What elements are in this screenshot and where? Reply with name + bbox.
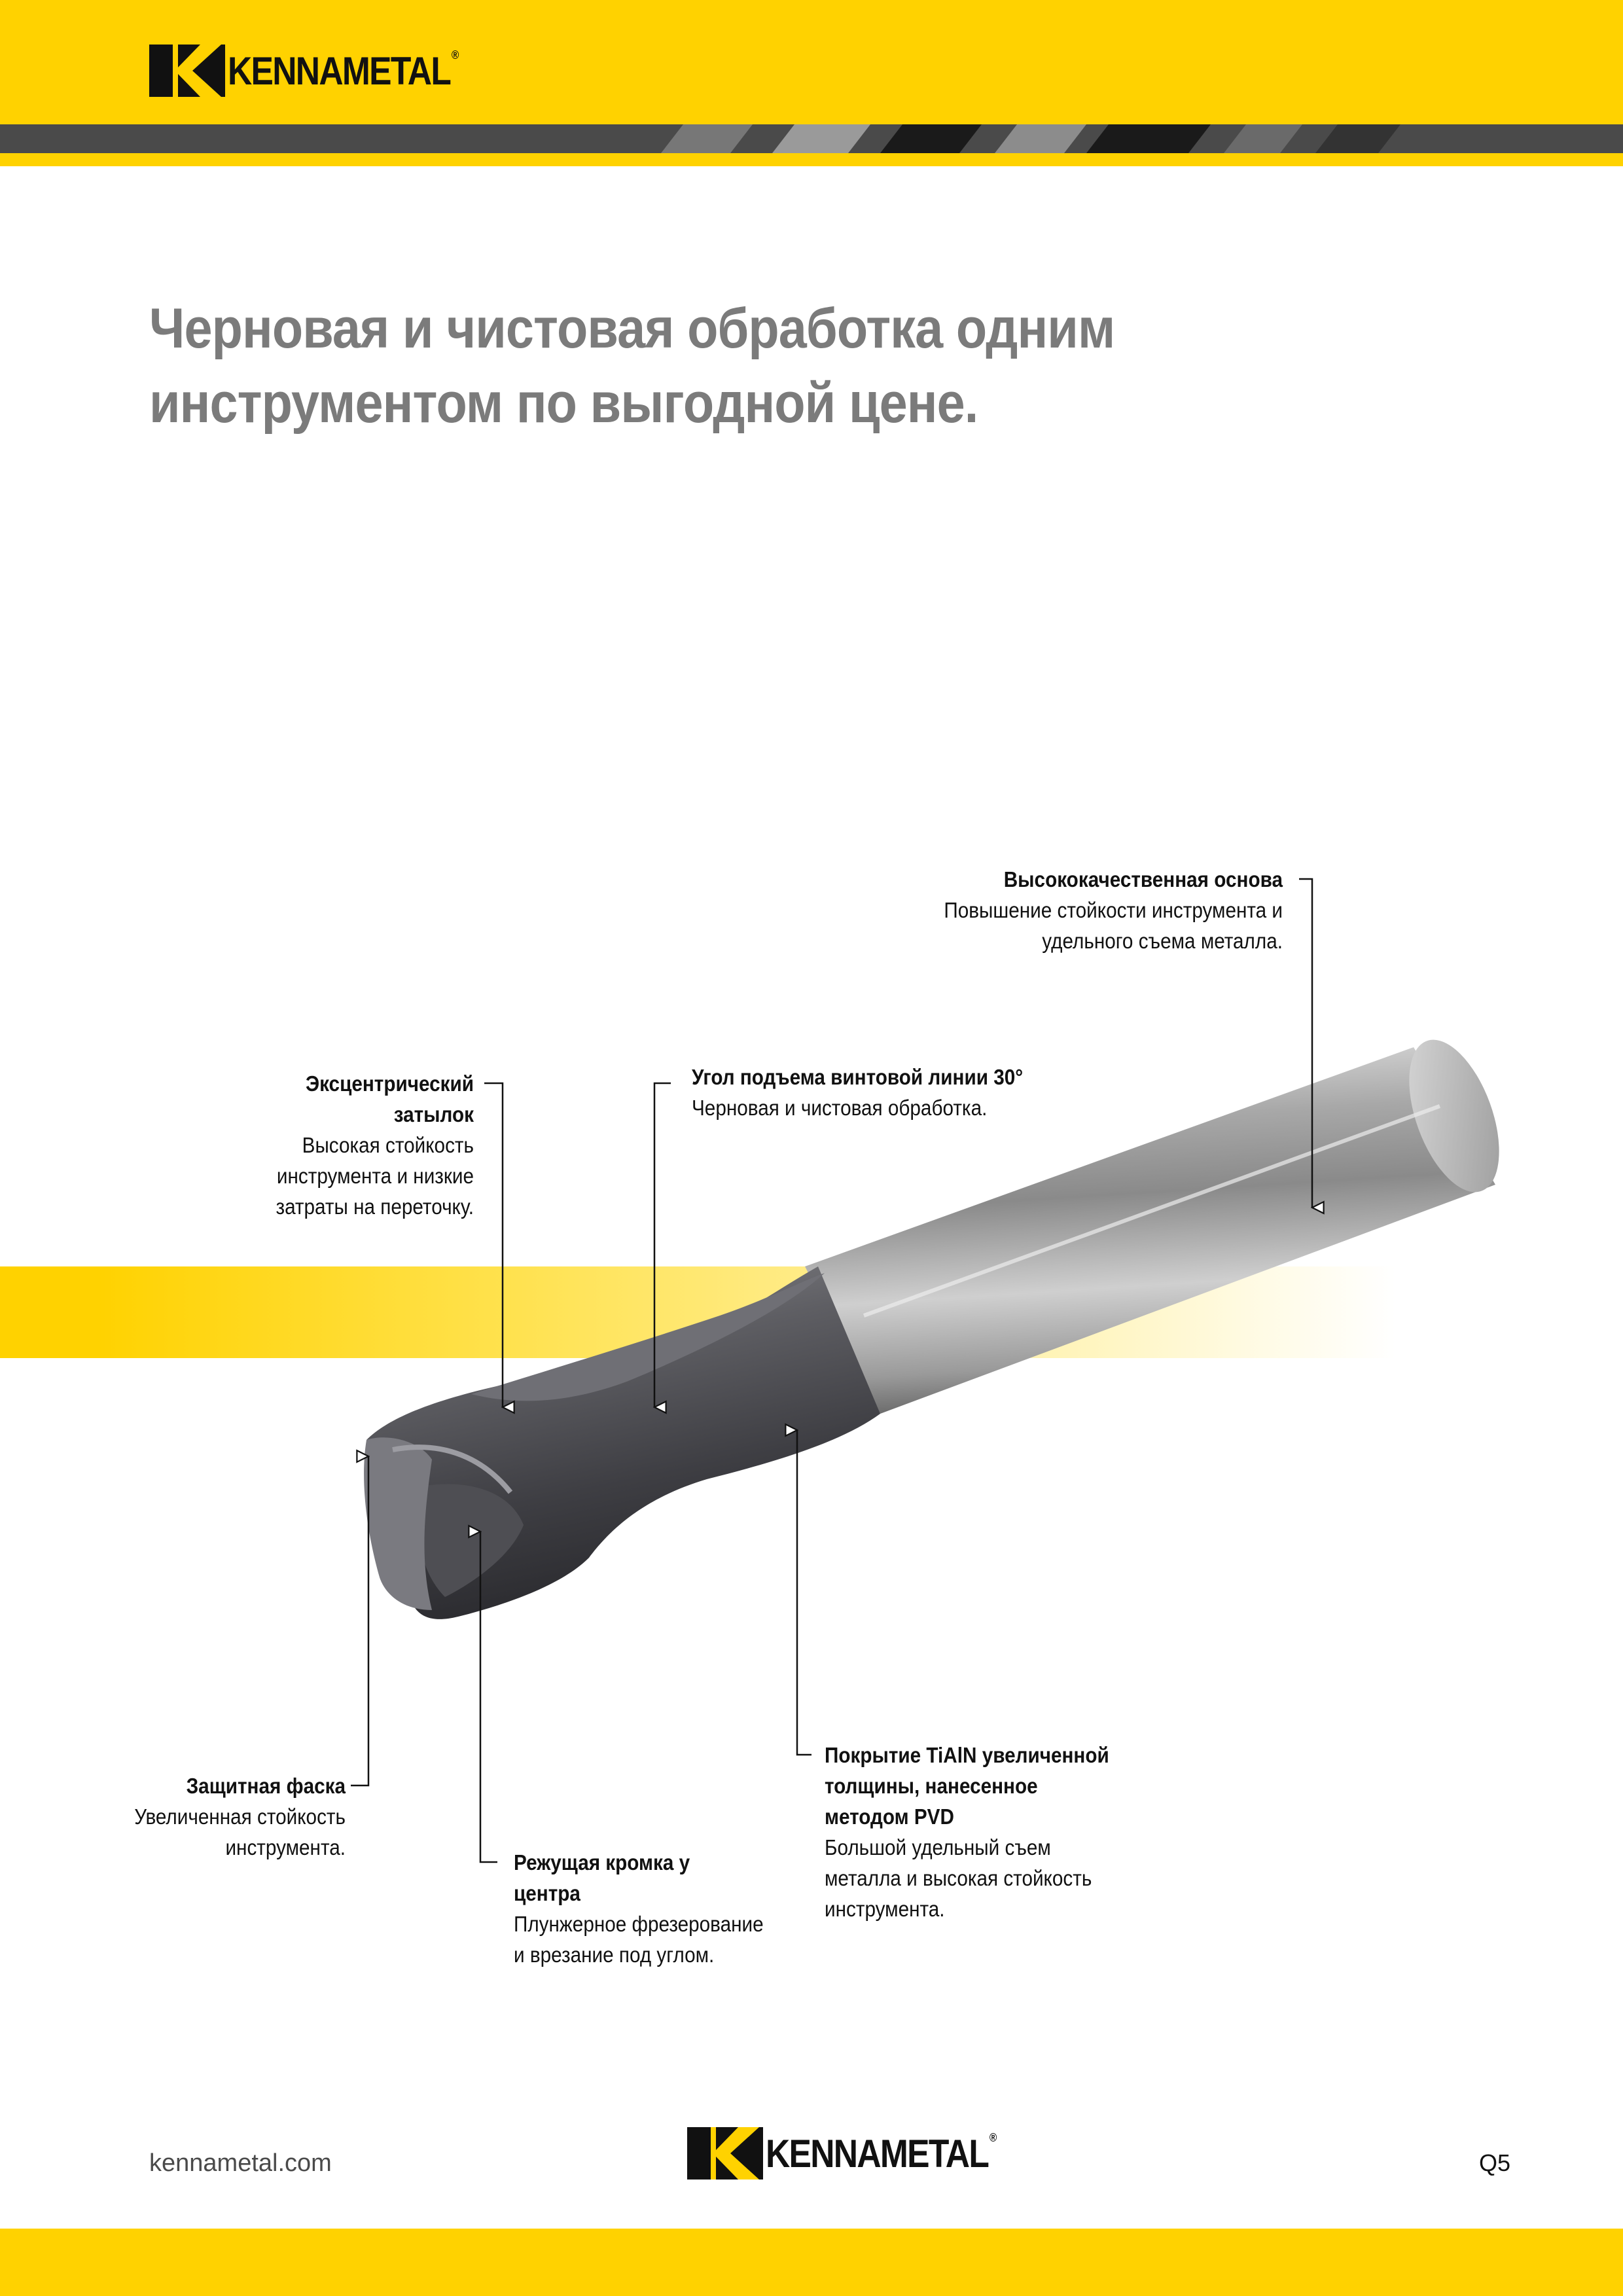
callout-substrate-desc-1: Повышение стойкости инструмента и (944, 898, 1283, 922)
callout-coating-desc-3: инструмента. (825, 1897, 945, 1921)
callout-coating-title-2: толщины, нанесенное (825, 1774, 1038, 1798)
logo-wordmark: KENNAMETAL® (228, 48, 458, 93)
callout-eccentric-desc-2: инструмента и низкие (276, 1164, 474, 1188)
callout-coating (825, 1740, 1191, 1924)
leader-coating (797, 1430, 812, 1755)
callout-substrate-title: Высококачественная основа (1003, 867, 1283, 891)
callout-helix-desc-1: Черновая и чистовая обработка. (692, 1096, 988, 1120)
callout-eccentric (144, 1068, 474, 1222)
footer-logo-wordmark: KENNAMETAL® (766, 2130, 996, 2176)
callout-eccentric-title-2: затылок (393, 1102, 474, 1126)
callout-eccentric-desc-1: Высокая стойкость (302, 1133, 474, 1157)
callout-helix (692, 1062, 1150, 1123)
callout-chamfer-title: Защитная фаска (186, 1774, 346, 1798)
callout-eccentric-title-1: Эксцентрический (305, 1071, 474, 1096)
page-number: Q5 (1479, 2149, 1511, 2176)
leader-eccentric (484, 1083, 503, 1407)
footer-band (0, 2229, 1623, 2296)
headline-line-2: инструментом по выгодной цене. (149, 372, 978, 435)
kennametal-k-icon (687, 2127, 763, 2179)
callout-helix-title: Угол подъема винтовой линии 30° (692, 1065, 1024, 1089)
callout-coating-title-3: методом PVD (825, 1804, 954, 1829)
footer-logo (687, 2127, 1033, 2179)
callout-coating-desc-1: Большой удельный съем (825, 1835, 1051, 1859)
headline-line-1: Черновая и чистовая обработка одним (149, 297, 1115, 360)
footer-url[interactable]: kennametal.com (149, 2149, 332, 2177)
callout-chamfer-desc-2: инструмента. (225, 1835, 346, 1859)
callout-center-desc-1: Плунжерное фрезерование (514, 1912, 764, 1936)
callout-chamfer (65, 1770, 346, 1863)
callout-chamfer-desc-1: Увеличенная стойкость (134, 1804, 346, 1829)
callout-center-title-1: Режущая кромка у (514, 1850, 690, 1874)
callout-center-desc-2: и врезание под углом. (514, 1943, 715, 1967)
callout-coating-desc-2: металла и высокая стойкость (825, 1866, 1092, 1890)
callout-substrate (805, 864, 1283, 956)
callout-coating-title-1: Покрытие TiAlN увеличенной (825, 1743, 1109, 1767)
callout-eccentric-desc-3: затраты на переточку. (276, 1194, 474, 1219)
callout-center-cutting (514, 1847, 841, 1970)
callout-substrate-desc-2: удельного съема металла. (1042, 929, 1283, 953)
tool-flutes (364, 1266, 880, 1619)
callout-center-title-2: центра (514, 1881, 580, 1905)
